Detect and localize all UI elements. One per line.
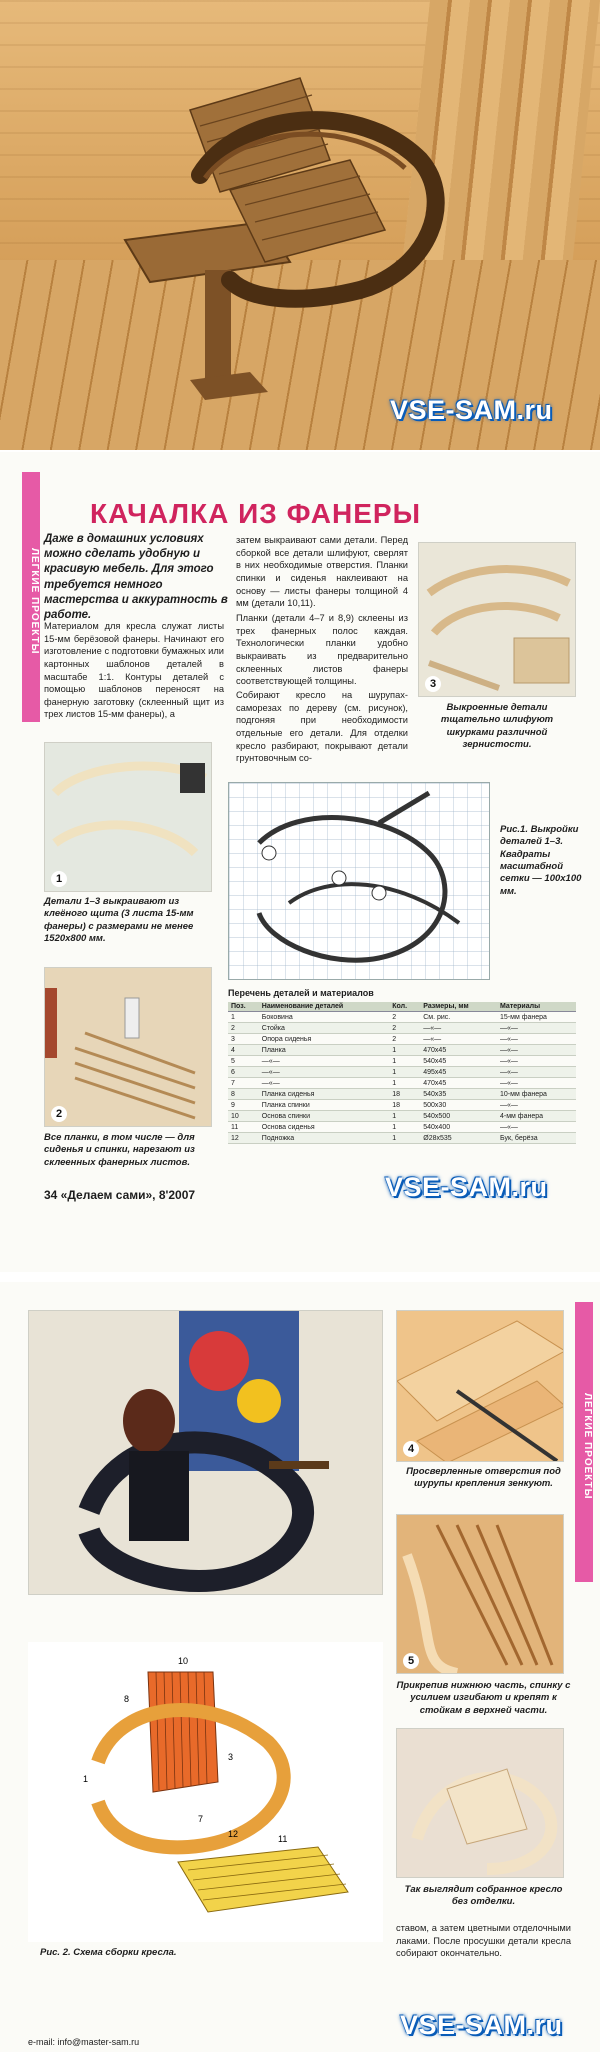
- watermark: VSE-SAM.ru: [390, 395, 553, 425]
- table-cell: 18: [389, 1089, 420, 1100]
- table-cell: 1: [389, 1122, 420, 1133]
- section-tab: ЛЕГКИЕ ПРОЕКТЫ: [22, 472, 40, 722]
- table-cell: —«—: [497, 1078, 576, 1089]
- table-cell: 470x45: [420, 1078, 497, 1089]
- pattern-grid: [229, 783, 490, 980]
- table-cell: 1: [228, 1012, 259, 1023]
- table-cell: 540x45: [420, 1056, 497, 1067]
- table-cell: 4-мм фанера: [497, 1111, 576, 1122]
- photo-woman-rocking-chair: [28, 1310, 383, 1595]
- plywood-strips-illustration: [45, 968, 212, 1127]
- table-cell: 1: [389, 1078, 420, 1089]
- table-cell: 9: [228, 1100, 259, 1111]
- table-cell: 15-мм фанера: [497, 1012, 576, 1023]
- magazine-page-34: [0, 452, 600, 1272]
- table-row: [228, 1012, 576, 1023]
- table-cell: 8: [228, 1089, 259, 1100]
- table-cell: Планка спинки: [259, 1100, 389, 1111]
- table-row: [228, 1133, 576, 1144]
- watermark: VSE-SAM.ru: [385, 1172, 548, 1202]
- table-cell: —«—: [497, 1122, 576, 1133]
- table-cell: —«—: [497, 1045, 576, 1056]
- assembly-diagram-svg: [28, 1642, 383, 1942]
- table-cell: —«—: [497, 1034, 576, 1045]
- table-cell: —«—: [497, 1067, 576, 1078]
- diagram-label: 1: [83, 1774, 89, 1784]
- diagram-label: 11: [278, 1834, 288, 1844]
- table-cell: —«—: [259, 1056, 389, 1067]
- table-cell: —«—: [259, 1078, 389, 1089]
- diagram-label: 12: [228, 1829, 239, 1839]
- pattern-grid-drawing: [228, 782, 490, 980]
- rocking-chair-photo: [0, 0, 600, 450]
- photo-number: 4: [403, 1441, 419, 1457]
- table-cell: 1: [389, 1111, 420, 1122]
- table-body: [228, 1012, 576, 1144]
- table-cell: 540x500: [420, 1111, 497, 1122]
- footer-email: e-mail: info@master-sam.ru: [28, 2037, 140, 2047]
- table-cell: Ø28x535: [420, 1133, 497, 1144]
- photo-number: 2: [51, 1106, 67, 1122]
- caption-bending-back: Прикрепив нижнюю часть, спинку с усилием изгибают и крепят к стойкам в верхней части.: [396, 1680, 571, 1716]
- table-cell: 1: [389, 1045, 420, 1056]
- column-1-text: Материалом для кресла служат листы 15-мм берёзовой фанеры. Начинают его изготовление с подготовки бумажных или картонных шаблонов деталей в масштабе 1:1. Контуры деталей с помощью шаблонов переносят на фанерную заготовку (склеенный щит из трех листов 15-мм фанеры), а: [44, 621, 224, 720]
- table-cell: Планка: [259, 1045, 389, 1056]
- table-cell: 540x400: [420, 1122, 497, 1133]
- table-header: Размеры, мм: [420, 1002, 497, 1012]
- table-row: [228, 1034, 576, 1045]
- table-cell: 10-мм фанера: [497, 1089, 576, 1100]
- table-cell: 18: [389, 1100, 420, 1111]
- woman-chair-illustration: [29, 1311, 383, 1595]
- table-cell: 2: [389, 1034, 420, 1045]
- table-cell: Планка сиденья: [259, 1089, 389, 1100]
- table-cell: 10: [228, 1111, 259, 1122]
- table-cell: 1: [389, 1133, 420, 1144]
- table-cell: —«—: [497, 1100, 576, 1111]
- table-cell: 2: [389, 1012, 420, 1023]
- table-cell: 3: [228, 1034, 259, 1045]
- table-cell: Подножка: [259, 1133, 389, 1144]
- table-cell: Бук, берёза: [497, 1133, 576, 1144]
- table-cell: 12: [228, 1133, 259, 1144]
- plywood-parts-illustration: [419, 543, 576, 697]
- photo-strips: [44, 967, 212, 1127]
- diagram-label: 10: [178, 1656, 189, 1666]
- watermark: VSE-SAM.ru: [400, 2010, 563, 2040]
- table-header: Наименование деталей: [259, 1002, 389, 1012]
- caption-cut-parts: Детали 1–3 выкраивают из клеёного щита (3 листа 15-мм фанеры) с размерами не менее 1520x800 мм.: [44, 896, 194, 945]
- column-2-text-c: Собирают кресло на шурупах-саморезах по дереву (см. рисунок), подгоняя при необходимости отдельные его детали. Для отделки кресло разбирают, покрывают детали грунтовочным со-: [236, 690, 408, 764]
- table-cell: —«—: [259, 1067, 389, 1078]
- section-tab: ЛЕГКИЕ ПРОЕКТЫ: [575, 1302, 593, 1582]
- photo-assembled-chair: [396, 1728, 564, 1878]
- table-cell: —«—: [420, 1034, 497, 1045]
- table-cell: См. рис.: [420, 1012, 497, 1023]
- table-cell: 470x45: [420, 1045, 497, 1056]
- table-row: [228, 1045, 576, 1056]
- table-cell: Опора сиденья: [259, 1034, 389, 1045]
- table-cell: 5: [228, 1056, 259, 1067]
- table-header: Поз.: [228, 1002, 259, 1012]
- caption-strips: Все планки, в том числе — для сиденья и спинки, нарезают из склеенных фанерных листов.: [44, 1132, 195, 1168]
- table-header: Кол.: [389, 1002, 420, 1012]
- photo-number: 5: [403, 1653, 419, 1669]
- table-cell: Основа спинки: [259, 1111, 389, 1122]
- caption-figure-2: Рис. 2. Схема сборки кресла.: [40, 1947, 177, 1958]
- table-row: [228, 1056, 576, 1067]
- table-cell: 2: [389, 1023, 420, 1034]
- diagram-label: 7: [198, 1814, 204, 1824]
- assembled-chair-illustration: [397, 1729, 564, 1878]
- table-cell: 6: [228, 1067, 259, 1078]
- table-cell: 2: [228, 1023, 259, 1034]
- caption-shaped-parts: Выкроенные детали тщательно шлифуют шкурками различной зернистости.: [440, 702, 554, 751]
- photo-countersunk-holes: [396, 1310, 564, 1462]
- parts-table: [228, 1002, 576, 1144]
- table-cell: 4: [228, 1045, 259, 1056]
- column-2-text-a: затем выкраивают сами детали. Перед сборкой все детали шлифуют, сверлят в них необходимые отверстия. Планки спинки и сиденья наклеивают на основу — листы фанеры толщиной 4 мм (детали 10,11).: [236, 535, 408, 609]
- caption-assembled-chair: Так выглядит собранное кресло без отделки.: [404, 1884, 563, 1908]
- table-cell: Боковина: [259, 1012, 389, 1023]
- table-cell: 1: [389, 1067, 420, 1078]
- table-cell: 7: [228, 1078, 259, 1089]
- photo-bending-back: [396, 1514, 564, 1674]
- table-cell: 500x30: [420, 1100, 497, 1111]
- column-2-text-b: Планки (детали 4–7 и 8,9) склеены из трех фанерных полос каждая. Технологически планки удобно выкраивать из предварительно склеенных листов фанеры соответствующей толщины.: [236, 613, 408, 687]
- article-headline: КАЧАЛКА ИЗ ФАНЕРЫ: [90, 498, 422, 529]
- photo-number: 3: [425, 676, 441, 692]
- caption-countersunk-holes: Просверленные отверстия под шурупы крепления зенкуют.: [406, 1466, 561, 1490]
- table-row: [228, 1023, 576, 1034]
- caption-figure-1: Рис.1. Выкройки деталей 1–3. Квадраты масштабной сетки — 100x100 мм.: [500, 824, 582, 897]
- table-cell: 540x35: [420, 1089, 497, 1100]
- table-cell: Стойка: [259, 1023, 389, 1034]
- table-cell: Основа сиденья: [259, 1122, 389, 1133]
- table-cell: —«—: [497, 1056, 576, 1067]
- table-row: [228, 1078, 576, 1089]
- table-cell: 1: [389, 1056, 420, 1067]
- table-row: [228, 1111, 576, 1122]
- porch-photo: [0, 0, 600, 450]
- table-row: [228, 1067, 576, 1078]
- page-footer: 34 «Делаем сами», 8'2007: [44, 1188, 196, 1202]
- bending-back-illustration: [397, 1515, 564, 1674]
- table-cell: 11: [228, 1122, 259, 1133]
- table-row: [228, 1122, 576, 1133]
- closing-text: ставом, а затем цветными отделочными лаками. После просушки детали кресла собирают окончательно.: [396, 1923, 571, 1959]
- article-lead: Даже в домашних условиях можно сделать удобную и красивую мебель. Для этого требуется немного мастерства и аккуратность в работе.: [44, 533, 228, 621]
- table-row: [228, 1089, 576, 1100]
- cut-parts-illustration: [45, 743, 212, 892]
- photo-number: 1: [51, 871, 67, 887]
- table-header: Материалы: [497, 1002, 576, 1012]
- drilled-parts-illustration: [397, 1311, 564, 1462]
- assembly-diagram: [28, 1642, 383, 1942]
- table-cell: —«—: [420, 1023, 497, 1034]
- diagram-label: 3: [228, 1752, 234, 1762]
- diagram-label: 8: [124, 1694, 130, 1704]
- photo-cut-parts: [44, 742, 212, 892]
- magazine-page-35: [0, 1282, 600, 2052]
- table-cell: —«—: [497, 1023, 576, 1034]
- table-title: Перечень деталей и материалов: [228, 988, 374, 998]
- table-row: [228, 1100, 576, 1111]
- photo-shaped-parts: [418, 542, 576, 697]
- table-cell: 495x45: [420, 1067, 497, 1078]
